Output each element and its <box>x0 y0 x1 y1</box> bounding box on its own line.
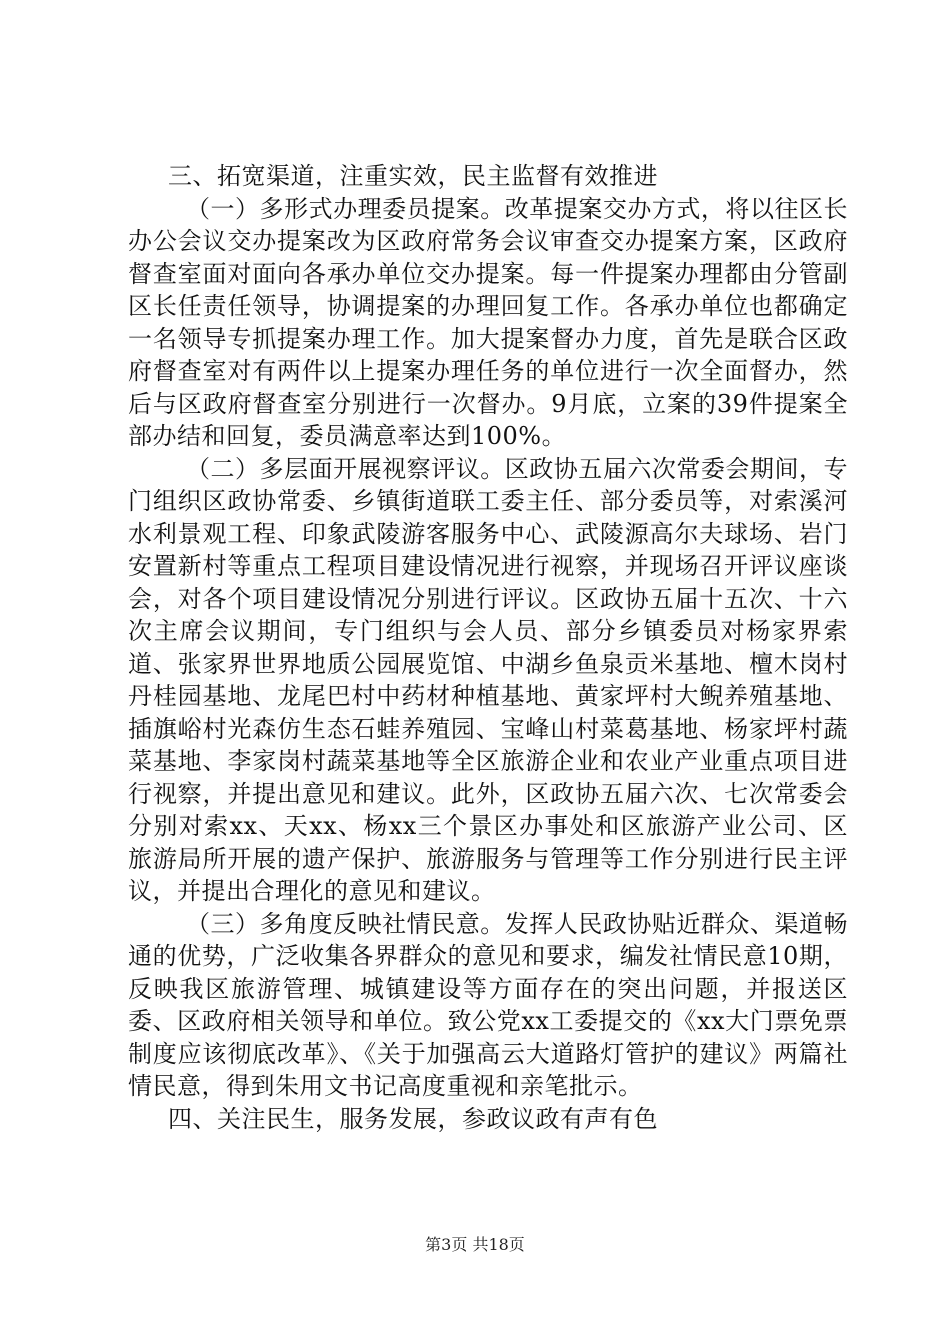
paragraph-proposals: （一）多形式办理委员提案。改革提案交办方式，将以往区长办公会议交办提案改为区政府常务会议审查交办提案方案，区政府督查室面对面向各承办单位交办提案。每一件提案办理都由分管副区长任责任领导，协调提案的办理回复工作。各承办单位也都确定一名领导专抓提案办理工作。加大提案督办力度，首先是联合区政府督查室对有两件以上提案办理任务的单位进行一次全面督办，然后与区政府督查室分别进行一次督办。9月底，立案的39件提案全部办结和回复，委员满意率达到100%。 <box>128 194 848 450</box>
section-3-heading: 三、拓宽渠道，注重实效，民主监督有效推进 <box>168 162 658 190</box>
document-body <box>128 160 848 1135</box>
paragraph-inspections: （二）多层面开展视察评议。区政协五届六次常委会期间，专门组织区政协常委、乡镇街道联工委主任、部分委员等，对索溪河水利景观工程、印象武陵游客服务中心、武陵源高尔夫球场、岩门安置新村等重点工程项目建设情况进行视察，并现场召开评议座谈会，对各个项目建设情况分别进行评议。区政协五届十五次、十六次主席会议期间，专门组织与会人员、部分乡镇委员对杨家界索道、张家界世界地质公园展览馆、中湖乡鱼泉贡米基地、檀木岗村丹桂园基地、龙尾巴村中药材种植基地、黄家坪村大鲵养殖基地、插旗峪村光森仿生态石蛙养殖园、宝峰山村菜葛基地、杨家坪村蔬菜基地、李家岗村蔬菜基地等全区旅游企业和农业产业重点项目进行视察，并提出意见和建议。此外，区政协五届六次、七次常委会分别对索xx、天xx、杨xx三个景区办事处和区旅游产业公司、区旅游局所开展的遗产保护、旅游服务与管理等工作分别进行民主评议，并提出合理化的意见和建议。 <box>128 454 848 905</box>
section-4-heading: 四、关注民生，服务发展，参政议政有声有色 <box>168 1104 658 1133</box>
paragraph-public-opinion: （三）多角度反映社情民意。发挥人民政协贴近群众、渠道畅通的优势，广泛收集各界群众的意见和要求，编发社情民意10期，反映我区旅游管理、城镇建设等方面存在的突出问题，并报送区委、区政府相关领导和单位。致公党xx工委提交的《xx大门票免票制度应该彻底改革》、《关于加强高云大道路灯管护的建议》两篇社情民意，得到朱用文书记高度重视和亲笔批示。 <box>128 909 848 1100</box>
page-number-footer: 第3页 共18页 <box>425 1235 525 1254</box>
